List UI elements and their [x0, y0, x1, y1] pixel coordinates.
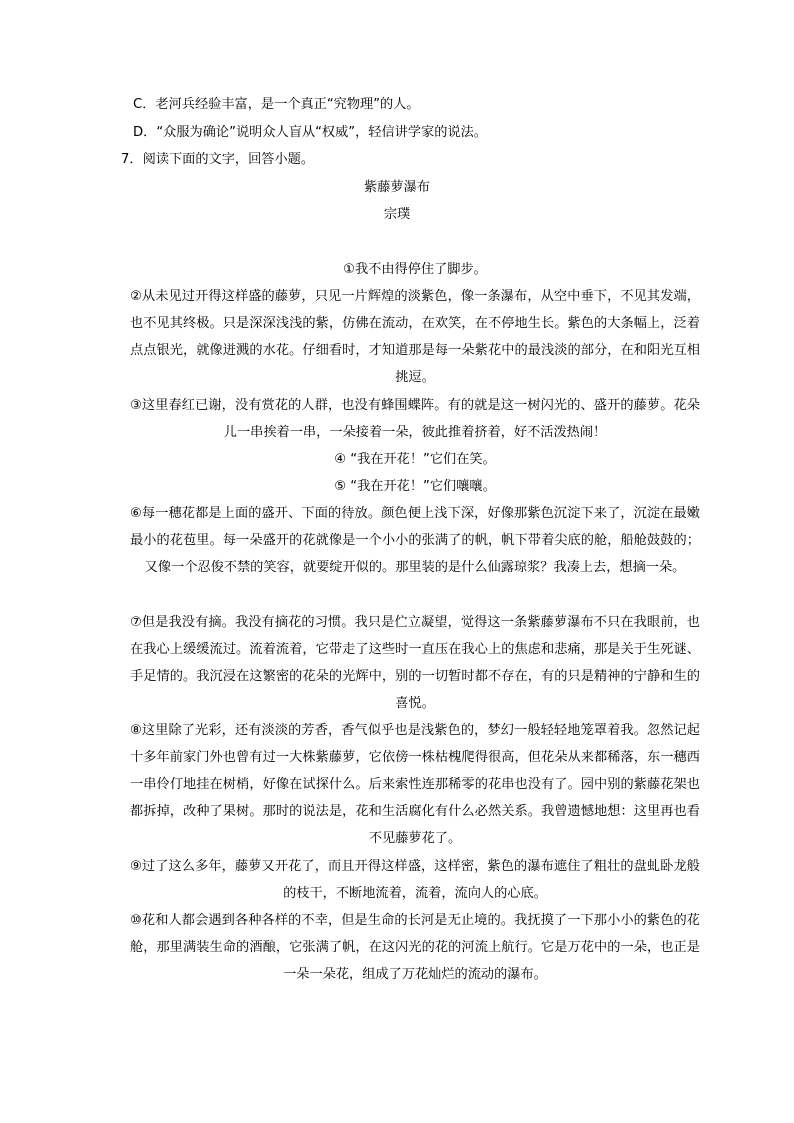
option-c: C．老河兵经验丰富，是一个真正“究物理”的人。 — [133, 97, 420, 112]
paragraph-10: ⑩花和人都会遇到各种各样的不幸，但是生命的长河是无止境的。我抚摸了一下那小小的紫色的花舱，那里满装生命的酒酿，它张满了帆，在这闪光的花的河流上航行。它是万花中的一朵，也正是一朵一朵花，组成了万花灿烂的流动的瀑布。 — [130, 913, 700, 983]
paragraph-5: ⑤ “我在开花！”它们嚷嚷。 — [334, 479, 496, 494]
paragraph-2: ②从未见过开得这样盛的藤萝，只见一片辉煌的淡紫色，像一条瀑布，从空中垂下，不见其发端，也不见其终极。只是深深浅浅的紫，仿佛在流动，在欢笑，在不停地生长。紫色的大条幅上，泛着点点银光，就像迸溅的水花。仔细看时，才知道那是每一朵紫花中的最浅淡的部分，在和阳光互相挑逗。 — [130, 289, 700, 386]
paragraph-9: ⑨过了这么多年，藤萝又开花了，而且开得这样盛，这样密，紫色的瀑布遮住了粗壮的盘虬卧龙般的枝干，不断地流着，流着，流向人的心底。 — [130, 859, 700, 902]
paragraph-3: ③这里春红已谢，没有赏花的人群，也没有蜂围蝶阵。有的就是这一树闪光的、盛开的藤萝。花朵儿一串挨着一串，一朵接着一朵，彼此推着挤着，好不活泼热闹！ — [130, 398, 700, 441]
paragraph-7: ⑦但是我没有摘。我没有摘花的习惯。我只是伫立凝望，觉得这一条紫藤萝瀑布不只在我眼前，也在我心上缓缓流过。流着流着，它带走了这些时一直压在我心上的焦虑和悲痛，那是关于生死谜、手足情的。我沉浸在这繁密的花朵的光辉中，别的一切暂时都不存在，有的只是精神的宁静和生的喜悦。 — [130, 615, 700, 712]
paragraph-6: ⑥每一穗花都是上面的盛开、下面的待放。颜色便上浅下深，好像那紫色沉淀下来了，沉淀在最嫩最小的花苞里。每一朵盛开的花就像是一个小小的张满了的帆，帆下带着尖底的舱，船舱鼓鼓的；又像一个忍俊不禁的笑容，就要绽开似的。那里装的是什么仙露琼浆？我凑上去，想摘一朵。 — [130, 506, 700, 576]
paragraph-4: ④ “我在开花！”它们在笑。 — [334, 452, 496, 467]
paragraph-1: ①我不由得停住了脚步。 — [343, 262, 487, 277]
paragraph-8: ⑧这里除了光彩，还有淡淡的芳香，香气似乎也是浅紫色的，梦幻一般轻轻地笼罩着我。忽然记起十多年前家门外也曾有过一大株紫藤萝，它依傍一株枯槐爬得很高，但花朵从来都稀落，东一穗西一串伶仃地挂在树梢，好像在试探什么。后来索性连那稀零的花串也没有了。园中别的紫藤花架也都拆掉，改种了果树。那时的说法是，花和生活腐化有什么必然关系。我曾遗憾地想：这里再也看不见藤萝花了。 — [130, 723, 700, 847]
article-author: 宗璞 — [383, 207, 411, 222]
option-d: D．“众服为确论”说明众人盲从“权威”，轻信讲学家的说法。 — [133, 125, 487, 140]
article-title: 紫藤萝瀑布 — [364, 180, 430, 195]
question-7-prompt: 7．阅读下面的文字，回答小题。 — [121, 152, 315, 167]
